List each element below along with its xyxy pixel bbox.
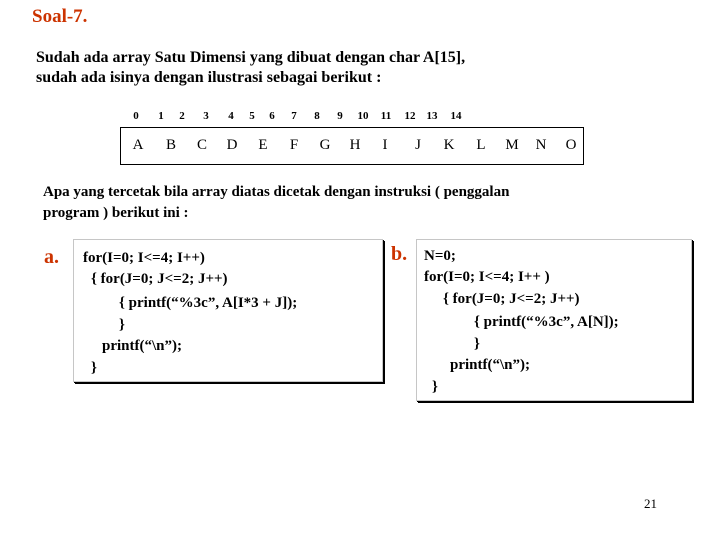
array-index: 3 xyxy=(203,110,209,122)
array-cell: K xyxy=(443,137,455,153)
option-b-code-box xyxy=(416,239,692,401)
array-cell: E xyxy=(258,137,268,153)
option-a-label: a. xyxy=(44,246,59,268)
array-index: 7 xyxy=(291,110,297,122)
array-index: 1 xyxy=(158,110,164,122)
array-cell: G xyxy=(319,137,331,153)
array-index: 13 xyxy=(426,110,438,122)
array-cell: D xyxy=(226,137,238,153)
code-line: } xyxy=(432,379,438,395)
array-cell: J xyxy=(415,137,421,153)
code-line: { for(J=0; J<=2; J++) xyxy=(91,271,228,287)
array-index: 4 xyxy=(228,110,234,122)
code-line: { printf(“%3c”, A[N]); xyxy=(474,314,619,330)
array-cell: A xyxy=(132,137,144,153)
array-index: 11 xyxy=(380,110,392,122)
array-cell: O xyxy=(565,137,577,153)
array-cell: N xyxy=(535,137,547,153)
option-a-code-box xyxy=(73,239,383,382)
array-cell: C xyxy=(196,137,208,153)
array-index-row xyxy=(0,110,720,126)
array-cell: B xyxy=(165,137,177,153)
code-line: N=0; xyxy=(424,248,456,264)
char-array-box xyxy=(120,127,584,165)
code-line: } xyxy=(119,317,125,333)
intro-line-2: sudah ada isinya dengan ilustrasi sebagai berikut : xyxy=(36,69,382,86)
code-line: for(I=0; I<=4; I++) xyxy=(83,250,205,266)
page-number: 21 xyxy=(644,496,657,511)
array-index: 8 xyxy=(314,110,320,122)
intro-text xyxy=(36,48,636,88)
option-b-label: b. xyxy=(391,243,408,265)
array-cell: L xyxy=(476,137,486,153)
code-line: { printf(“%3c”, A[I*3 + J]); xyxy=(119,295,298,311)
code-line: { for(J=0; J<=2; J++) xyxy=(443,291,580,307)
slide-title: Soal-7. xyxy=(32,6,88,27)
array-cell: M xyxy=(505,137,519,153)
array-index: 10 xyxy=(357,110,369,122)
array-index: 5 xyxy=(249,110,255,122)
array-index: 9 xyxy=(337,110,343,122)
question-line-2: program ) berikut ini : xyxy=(43,205,189,221)
array-cell: H xyxy=(349,137,361,153)
code-line: } xyxy=(474,336,480,352)
array-index: 14 xyxy=(450,110,462,122)
code-line: printf(“\n”); xyxy=(102,338,182,354)
array-index: 0 xyxy=(133,110,139,122)
array-index: 6 xyxy=(269,110,275,122)
array-cell: F xyxy=(289,137,299,153)
code-line: } xyxy=(91,360,97,376)
code-line: for(I=0; I<=4; I++ ) xyxy=(424,269,550,285)
intro-line-1: Sudah ada array Satu Dimensi yang dibuat dengan char A[15], xyxy=(36,49,466,66)
question-line-1: Apa yang tercetak bila array diatas dicetak dengan instruksi ( penggalan xyxy=(43,184,510,200)
array-index: 2 xyxy=(179,110,185,122)
question-text xyxy=(43,182,663,224)
array-index: 12 xyxy=(404,110,416,122)
array-cell: I xyxy=(382,137,388,153)
code-line: printf(“\n”); xyxy=(450,357,530,373)
